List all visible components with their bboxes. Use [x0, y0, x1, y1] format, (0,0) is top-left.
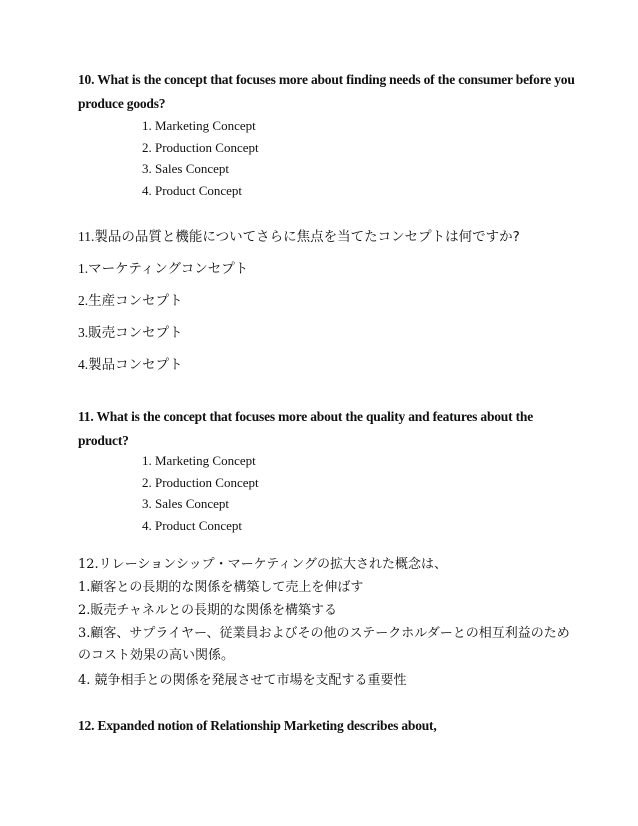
question-12-jp-option-2: 2.販売チャネルとの長期的な関係を構築する [78, 603, 338, 618]
question-11-en-option-2: 2. Production Concept [142, 474, 259, 490]
question-11-jp-text [78, 226, 520, 248]
question-11-en-option-1: 1. Marketing Concept [142, 453, 256, 468]
question-10-option-3: 3. Sales Concept [142, 161, 230, 176]
question-11-en-text: 11. What is the concept that focuses more about the quality and features about the product? [78, 409, 533, 448]
option-text: 販売コンセプト [88, 325, 183, 341]
question-10-option-4: 4. Product Concept [142, 182, 243, 198]
question-11-en-option-4: 4. Product Concept [142, 517, 243, 533]
question-12-jp-option-4: 4. 競争相手との関係を発展させて市場を支配する重要性 [78, 673, 407, 688]
question-11-jp-option-4 [78, 354, 183, 376]
question-10-text: 10. What is the concept that focuses more about finding needs of the consumer before you produce goods? [78, 72, 575, 111]
question-12-jp-option-1: 1.顧客との長期的な関係を構築して売上を伸ばす [78, 580, 364, 595]
question-10-options [142, 115, 259, 201]
question-11-jp-option-3 [78, 322, 183, 344]
question-10-option-1: 1. Marketing Concept [142, 118, 256, 133]
question-11-en-options [142, 450, 259, 536]
option-text: 生産コンセプト [88, 293, 183, 309]
question-12-jp-option-3: 3.顧客、サプライヤー、従業員およびその他のステークホルダーとの相互利益のためのコスト効果の高い関係。 [78, 626, 570, 663]
question-10-option-2: 2. Production Concept [142, 139, 259, 155]
question-11-jp-number: 11. [78, 229, 95, 244]
question-11-jp-body: 製品の品質と機能についてさらに焦点を当てたコンセプトは何ですか? [94, 229, 520, 245]
option-number: 2. [78, 293, 89, 308]
option-number: 3. [78, 325, 89, 340]
option-text: 製品コンセプト [88, 357, 183, 373]
question-12-jp-text: 12.リレーションシップ・マーケティングの拡大された概念は、 [78, 557, 448, 572]
question-11-jp-option-2 [78, 290, 183, 312]
option-number: 1. [78, 261, 89, 276]
option-number: 4. [78, 357, 89, 372]
question-11-jp-option-1 [78, 258, 248, 280]
option-text: マーケティングコンセプト [88, 261, 249, 277]
question-11-en-option-3: 3. Sales Concept [142, 496, 230, 511]
question-12-en-text: 12. Expanded notion of Relationship Marketing describes about, [78, 718, 437, 733]
